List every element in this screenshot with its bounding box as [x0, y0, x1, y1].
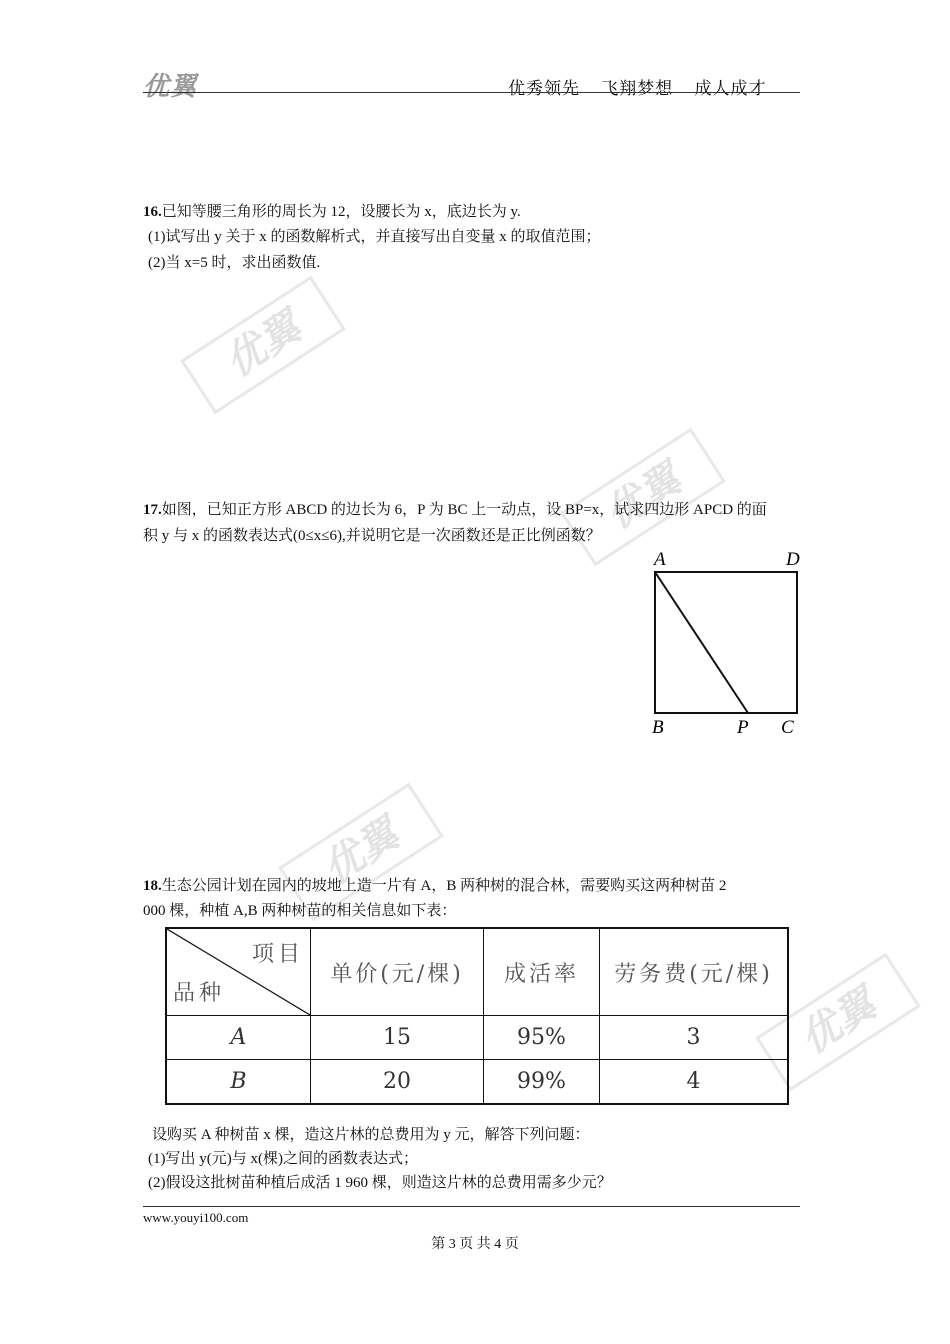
q16-part-1: (1)试写出 y 关于 x 的函数解析式，并直接写出自变量 x 的取值范围；	[148, 229, 601, 245]
question-number: 17.	[143, 502, 162, 518]
table-row	[166, 1016, 788, 1060]
header-divider	[143, 92, 800, 93]
table-cell: 15	[311, 1016, 484, 1060]
label-c: C	[781, 717, 794, 738]
label-p: P	[737, 717, 749, 738]
q17-line-2: 积 y 与 x 的函数表达式(0≤x≤6),并说明它是一次函数还是正比例函数？	[143, 528, 601, 544]
column-header: 劳务费(元/棵)	[600, 928, 789, 1016]
column-header: 成活率	[484, 928, 600, 1016]
square-figure	[640, 545, 815, 740]
q16-text: 已知等腰三角形的周长为 12，设腰长为 x，底边长为 y.	[161, 204, 521, 220]
q16-part-2: (2)当 x=5 时，求出函数值.	[148, 255, 321, 271]
corner-label-variety: 品种	[173, 981, 226, 1006]
question-number: 16.	[143, 204, 162, 220]
q17-text: 如图，已知正方形 ABCD 的边长为 6，P 为 BC 上一动点，设 BP=x，试求四边形 APCD 的面	[161, 502, 767, 518]
table-cell: 20	[311, 1060, 484, 1105]
slogan-part: 优秀领先	[508, 79, 580, 98]
watermark-logo: 优翼	[180, 276, 346, 415]
watermark-logo: 优翼	[755, 953, 921, 1092]
segment-ap	[655, 572, 748, 713]
brand-logo: 优翼	[143, 72, 198, 102]
corner-label-item: 项目	[251, 942, 304, 967]
q18-text: 生态公园计划在园内的坡地上造一片有 A，B 两种树的混合林，需要购买这两种树苗 2	[161, 878, 727, 894]
table-header-row	[166, 928, 788, 1016]
q18-after-2: (1)写出 y(元)与 x(棵)之间的函数表达式；	[148, 1151, 418, 1167]
table-cell: 95%	[484, 1016, 600, 1060]
q18-line-1	[143, 874, 726, 898]
page-number: 第 3 页 共 4 页	[431, 1237, 519, 1252]
footer-url: www.youyi100.com	[143, 1210, 249, 1225]
tree-info-table	[165, 927, 789, 1105]
label-d: D	[786, 549, 800, 570]
label-a: A	[654, 549, 666, 570]
row-name: A	[166, 1016, 311, 1060]
q17-line-1	[143, 498, 767, 522]
q18-after-1: 设购买 A 种树苗 x 棵，造这片林的总费用为 y 元，解答下列问题：	[152, 1127, 590, 1143]
column-header: 单价(元/棵)	[311, 928, 484, 1016]
q16-stem	[143, 200, 521, 224]
question-number: 18.	[143, 878, 162, 894]
watermark-logo: 优翼	[278, 783, 444, 922]
table-row	[166, 1060, 788, 1105]
table-cell: 4	[600, 1060, 789, 1105]
q18-after-3: (2)假设这批树苗种植后成活 1 960 棵，则造这片林的总费用需多少元？	[148, 1175, 612, 1191]
footer-divider	[143, 1206, 800, 1207]
table-cell: 99%	[484, 1060, 600, 1105]
label-b: B	[652, 717, 664, 738]
q18-line-2: 000 棵，种植 A,B 两种树苗的相关信息如下表：	[143, 903, 457, 919]
header-slogan	[508, 74, 783, 99]
slogan-part: 成人成才	[694, 79, 767, 98]
table-cell: 3	[600, 1016, 789, 1060]
square-abcd	[655, 572, 797, 713]
watermark-logo: 优翼	[560, 428, 726, 567]
slogan-part: 飞翔梦想	[601, 79, 674, 98]
table-corner-cell	[166, 928, 311, 1016]
row-name: B	[166, 1060, 311, 1105]
